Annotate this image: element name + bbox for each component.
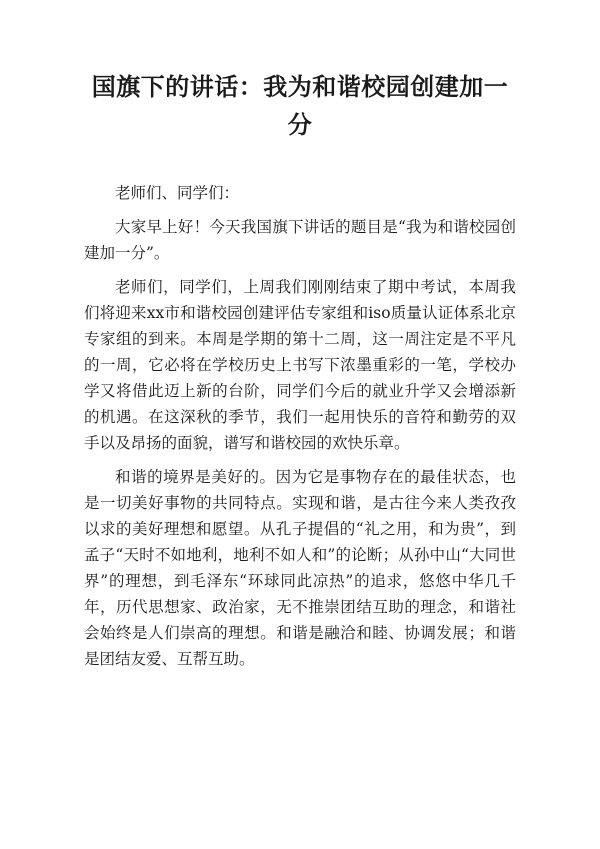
document-title: 国旗下的讲话：我为和谐校园创建加一分	[91, 72, 509, 139]
salutation-paragraph: 老师们、同学们：	[115, 184, 240, 202]
body-paragraph: 老师们，同学们，上周我们刚刚结束了期中考试，本周我们将迎来xx市和谐校园创建评估专家组和iso质量认证体系北京专家组的到来。本周是学期的第十二周，这一周注定是不平凡的一周，它必将在学校历史上书写下浓墨重彩的一笔，学校办学又将借此迈上新的台阶，同学们今后的就业升学又会增添新的机遇。在这深秋的季节，我们一起用快乐的音符和勤劳的双手以及昂扬的面貌，谱写和谐校园的欢快乐章。	[84, 278, 516, 452]
document-body	[84, 180, 516, 680]
body-paragraph: 和谐的境界是美好的。因为它是事物存在的最佳状态，也是一切美好事物的共同特点。实现和谐，是古往今来人类孜孜以求的美好理想和愿望。从孔子提倡的“礼之用，和为贵”，到孟子“天时不如地利，地利不如人和”的论断；从孙中山“大同世界”的理想，到毛泽东“环球同此凉热”的追求，悠悠中华几千年，历代思想家、政治家，无不推崇团结互助的理念，和谐社会始终是人们崇高的理想。和谐是融洽和睦、协调发展；和谐是团结友爱、互帮互助。	[84, 468, 516, 668]
greeting-paragraph: 大家早上好！今天我国旗下讲话的题目是“我为和谐校园创建加一分”。	[84, 218, 516, 262]
